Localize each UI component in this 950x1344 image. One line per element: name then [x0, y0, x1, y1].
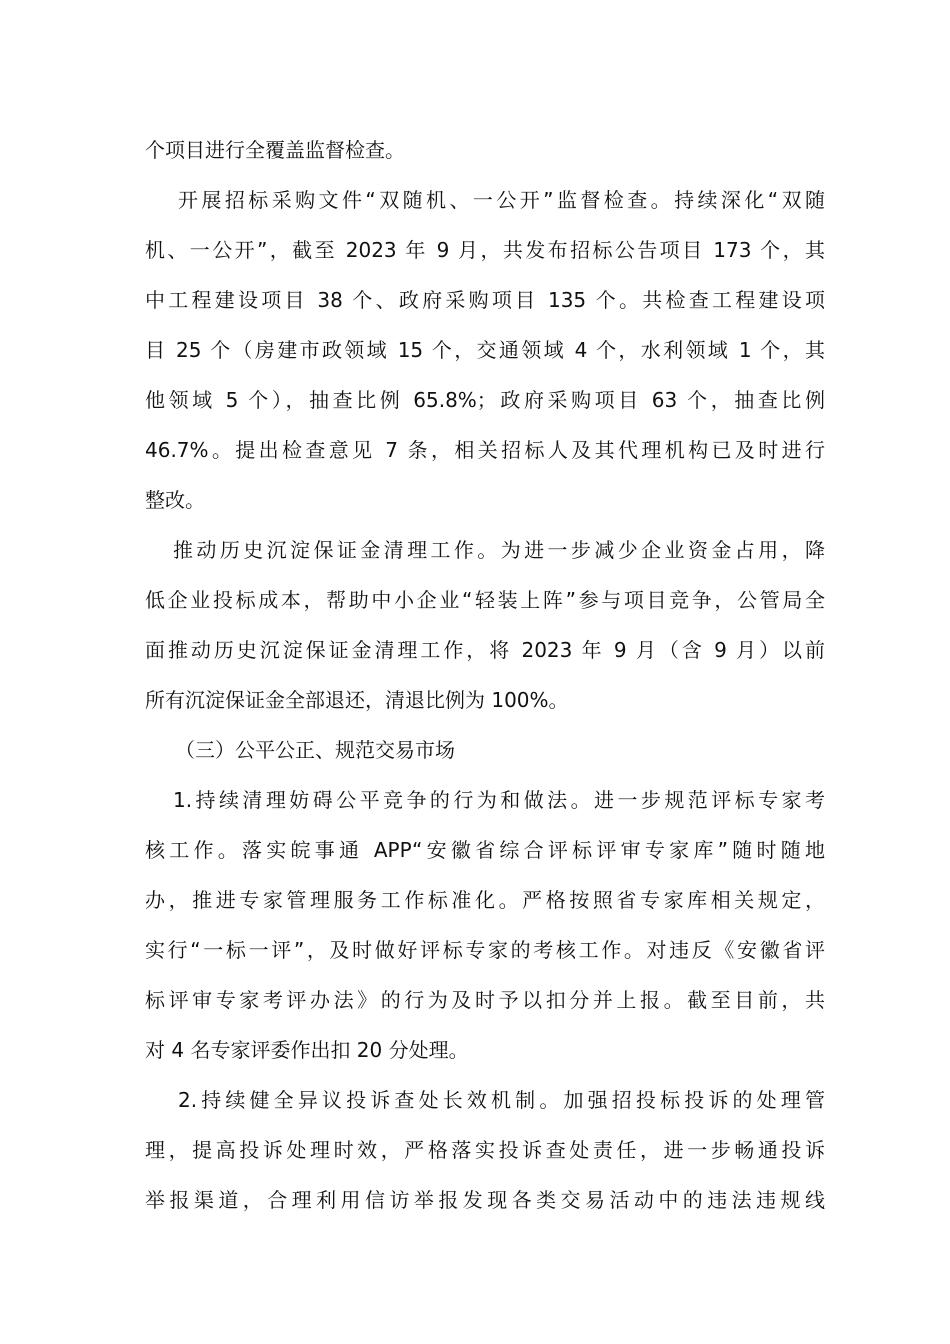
body-text-line: 个项目进行全覆盖监督检查。 — [145, 138, 405, 162]
paragraph-heading-line: 1.持续清理妨碍公平竞争的行为和做法。进一步规范评标专家考 — [173, 788, 825, 812]
body-text-line: 对 4 名专家评委作出扣 20 分处理。 — [145, 1038, 469, 1062]
body-text-line: 整改。 — [145, 488, 205, 512]
section-heading: （三）公平公正、规范交易市场 — [175, 738, 455, 762]
body-text-line: 目 25 个（房建市政领域 15 个，交通领域 4 个，水利领域 1 个，其 — [145, 338, 825, 362]
body-text-line: 所有沉淀保证金全部退还，清退比例为 100%。 — [145, 688, 569, 712]
paragraph-heading-line: 2.持续健全异议投诉查处长效机制。加强招投标投诉的处理管 — [178, 1088, 825, 1112]
body-text-line: 标评审专家考评办法》的行为及时予以扣分并上报。截至目前，共 — [145, 988, 825, 1012]
paragraph-heading-line: 推动历史沉淀保证金清理工作。为进一步减少企业资金占用，降 — [173, 538, 825, 562]
body-text-line: 中工程建设项目 38 个、政府采购项目 135 个。共检查工程建设项 — [145, 288, 825, 312]
body-text-line: 低企业投标成本，帮助中小企业“轻装上阵”参与项目竞争，公管局全 — [145, 588, 825, 612]
body-text-line: 办，推进专家管理服务工作标准化。严格按照省专家库相关规定， — [145, 888, 825, 912]
body-text-line: 核工作。落实皖事通 APP“安徽省综合评标评审专家库”随时随地 — [145, 838, 825, 862]
body-text-line: 举报渠道，合理利用信访举报发现各类交易活动中的违法违规线 — [145, 1188, 825, 1212]
body-text-line: 机、一公开”，截至 2023 年 9 月，共发布招标公告项目 173 个，其 — [145, 238, 825, 262]
body-text-line: 46.7%。提出检查意见 7 条，相关招标人及其代理机构已及时进行 — [145, 438, 825, 462]
body-text-line: 实行“一标一评”，及时做好评标专家的考核工作。对违反《安徽省评 — [145, 938, 825, 962]
body-text-line: 理，提高投诉处理时效，严格落实投诉查处责任，进一步畅通投诉 — [145, 1138, 825, 1162]
body-text-line: 他领域 5 个），抽查比例 65.8%；政府采购项目 63 个，抽查比例 — [145, 388, 825, 412]
paragraph-heading-line: 开展招标采购文件“双随机、一公开”监督检查。持续深化“双随 — [178, 188, 825, 212]
body-text-line: 面推动历史沉淀保证金清理工作，将 2023 年 9 月（含 9 月）以前 — [145, 638, 825, 662]
